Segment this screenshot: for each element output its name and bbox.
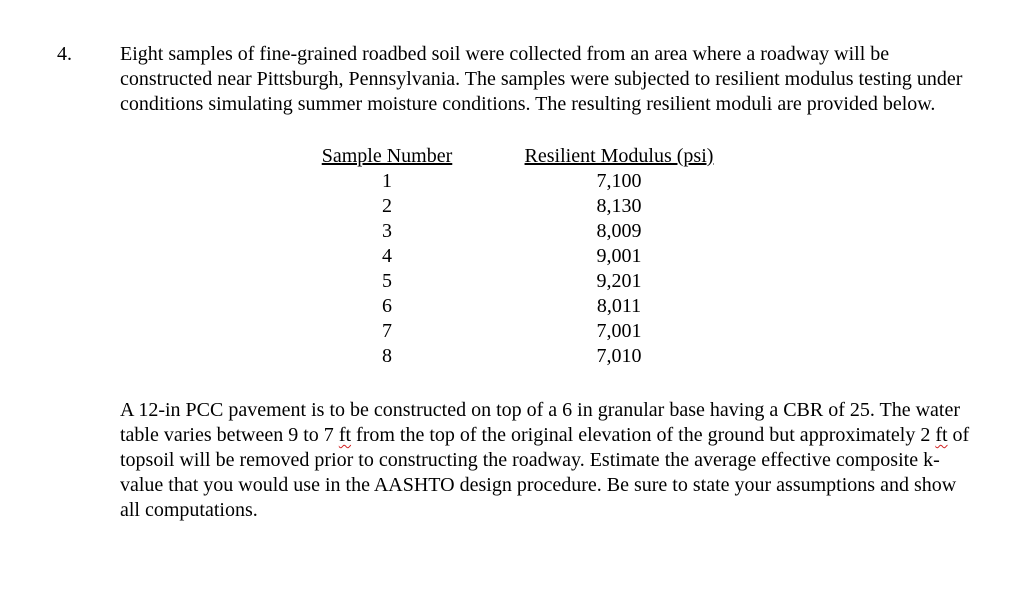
- table-header-row: [310, 144, 730, 169]
- row-spacer: [464, 194, 508, 219]
- spellcheck-word-ft[interactable]: ft: [935, 424, 948, 446]
- resilient-modulus-cell: 9,201: [596, 270, 642, 292]
- resilient-modulus-cell: 9,001: [596, 245, 642, 267]
- sample-number-cell: 3: [382, 220, 392, 242]
- header-resilient-modulus: Resilient Modulus (psi): [524, 145, 714, 167]
- table-row: [310, 344, 730, 369]
- resilient-modulus-cell: 7,100: [596, 170, 642, 192]
- spellcheck-word-ft[interactable]: ft: [338, 424, 352, 446]
- row-spacer: [464, 294, 508, 319]
- resilient-modulus-cell: 7,001: [596, 320, 642, 342]
- sample-number-cell: 4: [382, 245, 392, 267]
- resilient-modulus-cell: 8,130: [596, 195, 642, 217]
- statement-text: A 12-in PCC pavement is to be constructed on top of a 6 in granular base having a CBR of 25. The water table varies between 9 to 7: [120, 399, 961, 446]
- table-row: [310, 219, 730, 244]
- problem-number: 4.: [57, 43, 72, 65]
- problem-intro: Eight samples of fine-grained roadbed soil were collected from an area where a roadway will be constructed near Pittsburgh, Pennsylvania. The samples were subjected to resilient modulus testing under conditions simulating summer moisture conditions. The resulting resilient moduli are provided below.: [120, 43, 963, 115]
- row-spacer: [464, 169, 508, 194]
- row-spacer: [464, 344, 508, 369]
- sample-number-cell: 6: [382, 295, 392, 317]
- table-row: [310, 244, 730, 269]
- row-spacer: [464, 219, 508, 244]
- table-row: [310, 319, 730, 344]
- sample-number-cell: 1: [382, 170, 392, 192]
- resilient-modulus-cell: 7,010: [596, 345, 642, 367]
- statement-text: from the top of the original elevation of the ground but approximately 2: [351, 424, 936, 446]
- row-spacer: [464, 269, 508, 294]
- table-row: [310, 294, 730, 319]
- resilient-modulus-cell: 8,009: [596, 220, 642, 242]
- resilient-modulus-cell: 8,011: [596, 295, 642, 317]
- header-sample-number: Sample Number: [321, 145, 453, 167]
- problem-statement: [120, 398, 980, 523]
- resilient-modulus-table: [310, 144, 730, 369]
- table-row: [310, 169, 730, 194]
- statement-text: of topsoil will be removed prior to constructing the roadway. Estimate the average effective composite k-value that you would use in the AASHTO design procedure. Be sure to state your assumptions and show all computations.: [120, 424, 970, 521]
- row-spacer: [464, 244, 508, 269]
- sample-number-cell: 5: [382, 270, 392, 292]
- table-row: [310, 194, 730, 219]
- sample-number-cell: 8: [382, 345, 392, 367]
- sample-number-cell: 7: [382, 320, 392, 342]
- row-spacer: [464, 319, 508, 344]
- sample-number-cell: 2: [382, 195, 392, 217]
- header-spacer: [464, 144, 508, 169]
- table-row: [310, 269, 730, 294]
